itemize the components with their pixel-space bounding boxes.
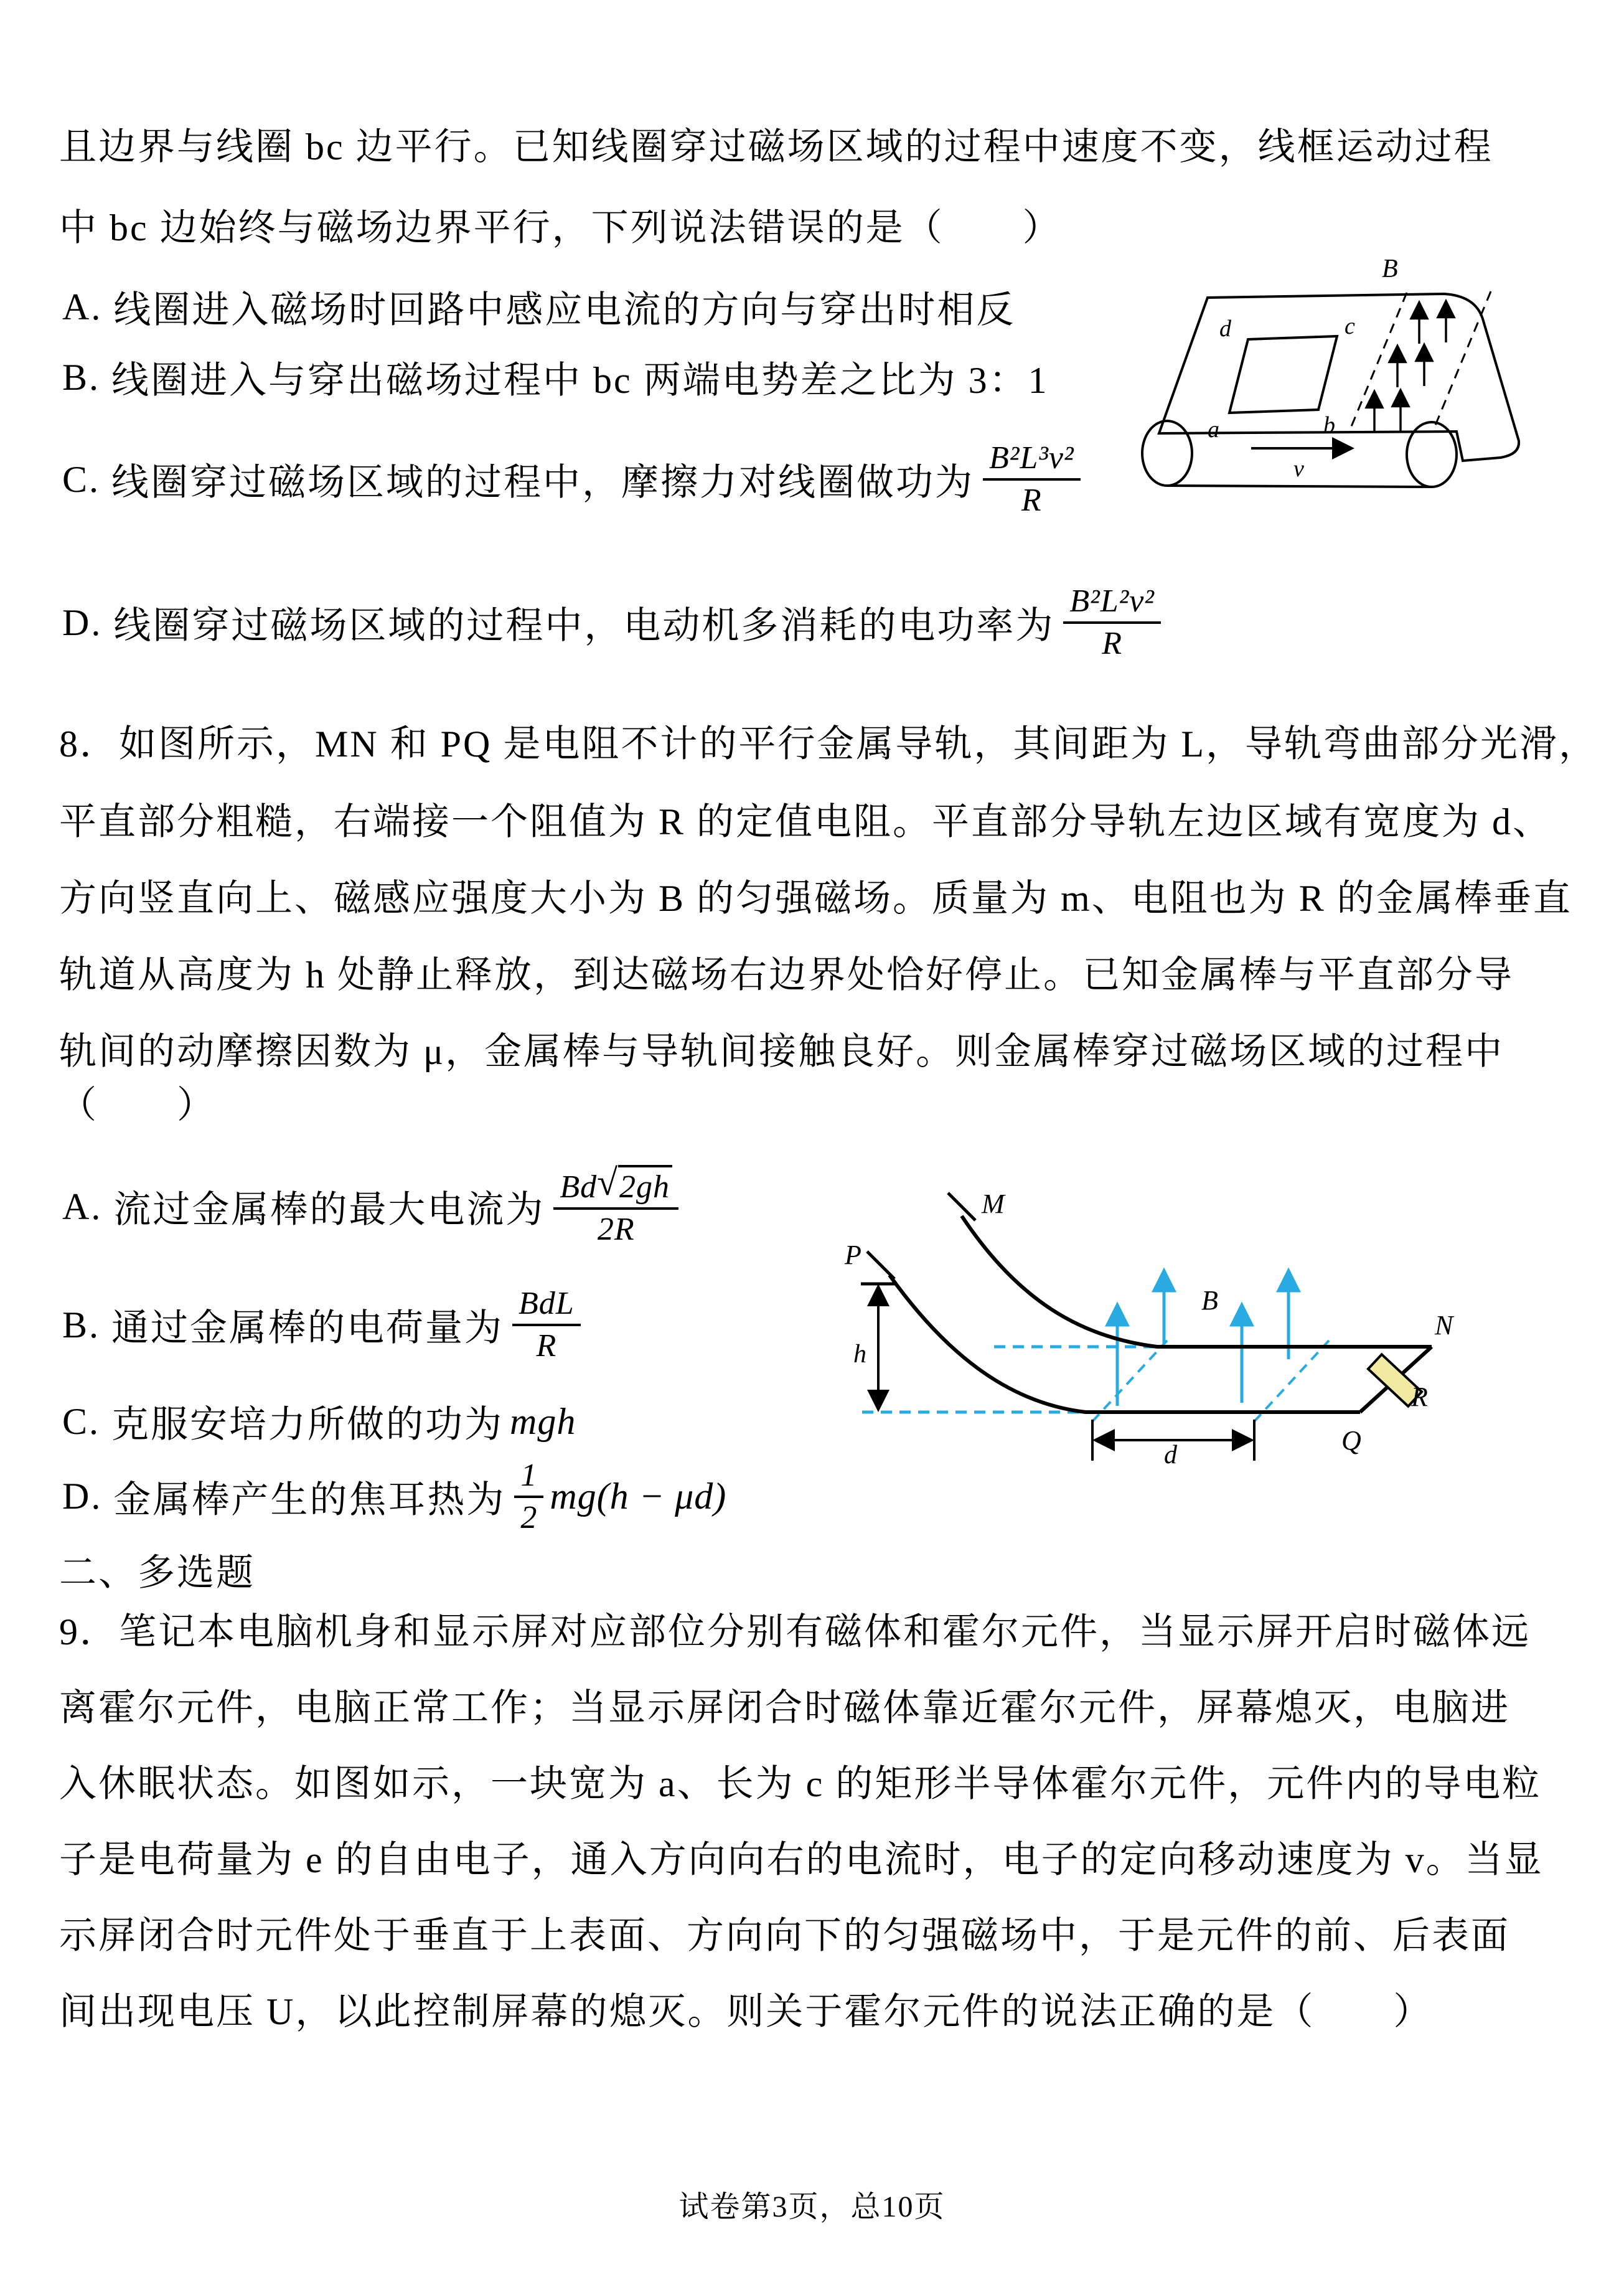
q8-option-c (62, 1395, 576, 1448)
fraction-formula (514, 1457, 543, 1537)
option-label: A. (62, 286, 103, 328)
field-width-label-d: d (1164, 1441, 1177, 1468)
q8-option-a (62, 1160, 678, 1253)
conveyor-belt-diagram (1108, 243, 1606, 492)
q8-text-line: 方向竖直向上、磁感应强度大小为 B 的匀强磁场。质量为 m、电阻也为 R 的金属棒垂直 (59, 878, 1572, 919)
inline-formula: mgh (510, 1400, 576, 1442)
option-label: A. (62, 1185, 103, 1227)
field-label-B: B (1201, 1285, 1218, 1316)
field-boundary-right-dashed (1254, 1341, 1329, 1421)
q8-option-b (62, 1281, 581, 1369)
q8-answer-parens: （ ） (59, 1085, 216, 1126)
q7-text-line: 且边界与线圈 bc 边平行。已知线圈穿过磁场区域的过程中速度不变，线框运动过程 (59, 126, 1493, 167)
option-text: 线圈穿过磁场区域的过程中，摩擦力对线圈做功为 (111, 462, 975, 503)
q9-text-line: 示屏闭合时元件处于垂直于上表面、方向向下的匀强磁场中，于是元件的前、后表面 (59, 1915, 1510, 1956)
option-label: C. (62, 1400, 101, 1442)
rail-track-diagram (843, 1157, 1485, 1468)
fraction-numerator: B²L²v² (1063, 583, 1161, 624)
q7-option-c (62, 433, 1081, 526)
height-label-h: h (853, 1340, 866, 1369)
option-label: C. (62, 458, 101, 500)
option-text: 流过金属棒的最大电流为 (113, 1189, 545, 1230)
rail-label-M: M (982, 1189, 1005, 1219)
option-text: 线圈进入与穿出磁场过程中 bc 两端电势差之比为 3：1 (111, 360, 1049, 401)
fraction-denominator: R (1021, 483, 1042, 518)
radical-sign: √ (597, 1162, 619, 1204)
option-text: 通过金属棒的电荷量为 (111, 1308, 504, 1349)
coil-label-a: a (1208, 417, 1219, 443)
fraction-formula (983, 440, 1081, 519)
fraction-denominator: 2R (597, 1212, 635, 1247)
rail-label-N: N (1435, 1310, 1453, 1341)
field-boundary-right (1434, 291, 1491, 430)
belt-bottom-edge (1167, 486, 1432, 487)
fraction-denominator: R (536, 1328, 557, 1364)
fraction-numerator: B²L³v² (983, 440, 1081, 481)
rail-MN (962, 1216, 1432, 1347)
q8-text-line: 轨道从高度为 h 处静止释放，到达磁场右边界处恰好停止。已知金属棒与平直部分导 (59, 954, 1514, 996)
rail-end-tick-P (867, 1251, 894, 1279)
fraction-formula (512, 1285, 581, 1365)
fraction-numerator (553, 1162, 678, 1210)
coil-label-b: b (1323, 412, 1335, 438)
rail-label-P: P (845, 1240, 861, 1270)
fraction-numerator: BdL (512, 1285, 581, 1326)
coil-label-c: c (1345, 313, 1355, 339)
q8-text-line: 8．如图所示，MN 和 PQ 是电阻不计的平行金属导轨，其间距为 L，导轨弯曲部分光滑， (59, 723, 1598, 765)
q9-text-line: 入休眠状态。如图如示，一块宽为 a、长为 c 的矩形半导体霍尔元件，元件内的导电粒 (59, 1763, 1542, 1804)
q9-text-line: 9．笔记本电脑机身和显示屏对应部位分别有磁体和霍尔元件，当显示屏开启时磁体远 (59, 1611, 1531, 1652)
coil-label-d: d (1219, 316, 1231, 342)
q9-text-line: 间出现电压 U，以此控制屏幕的熄灭。则关于霍尔元件的说法正确的是（ ） (59, 1991, 1433, 2032)
option-text: 线圈进入磁场时回路中感应电流的方向与穿出时相反 (113, 290, 1016, 331)
option-label: D. (62, 1476, 103, 1517)
rail-label-Q: Q (1341, 1425, 1361, 1456)
q8-text-line: 平直部分粗糙，右端接一个阻值为 R 的定值电阻。平直部分导轨左边区域有宽度为 d、 (59, 801, 1552, 842)
option-label: B. (62, 356, 101, 398)
option-label: B. (62, 1304, 101, 1345)
field-boundary-left-dashed (1092, 1341, 1167, 1421)
q7-option-a (62, 280, 1015, 334)
field-label-B: B (1382, 255, 1398, 283)
option-label: D. (62, 601, 103, 643)
fraction-denominator: 2 (520, 1499, 538, 1535)
square-root (597, 1162, 672, 1206)
page-footer: 试卷第3页，总10页 (678, 2190, 946, 2223)
option-text: 克服安培力所做的功为 (111, 1404, 504, 1445)
q7-option-b (62, 351, 1049, 404)
resistor-label-R: R (1411, 1382, 1428, 1412)
option-text: 线圈穿过磁场区域的过程中，电动机多消耗的电功率为 (113, 605, 1055, 646)
belt-roller-left (1142, 421, 1192, 486)
radical-coefficient: Bd (560, 1169, 598, 1205)
option-text: 金属棒产生的焦耳热为 (113, 1479, 506, 1520)
inline-formula: mg(h − μd) (550, 1476, 727, 1517)
fraction-formula (1063, 583, 1161, 662)
q9-text-line: 子是电荷量为 e 的自由电子，通入方向向右的电流时，电子的定向移动速度为 v。当显 (59, 1839, 1544, 1880)
fraction-numerator: 1 (514, 1457, 543, 1498)
q7-text-line: 中 bc 边始终与磁场边界平行，下列说法错误的是（ ） (59, 207, 1062, 248)
section-heading: 二、多选题 (59, 1552, 255, 1593)
q9-text-line: 离霍尔元件，电脑正常工作；当显示屏闭合时磁体靠近霍尔元件，屏幕熄灭，电脑进 (59, 1687, 1510, 1728)
fraction-formula (553, 1162, 678, 1248)
q7-option-d (62, 576, 1161, 669)
velocity-label-v: v (1293, 456, 1304, 482)
q8-text-line: 轨间的动摩擦因数为 μ，金属棒与导轨间接触良好。则金属棒穿过磁场区域的过程中 (59, 1031, 1504, 1072)
coil-abcd (1229, 336, 1337, 413)
fraction-denominator: R (1102, 626, 1122, 661)
q8-option-d (62, 1457, 726, 1537)
field-arrows (1374, 302, 1446, 433)
radicand: 2gh (618, 1165, 672, 1206)
